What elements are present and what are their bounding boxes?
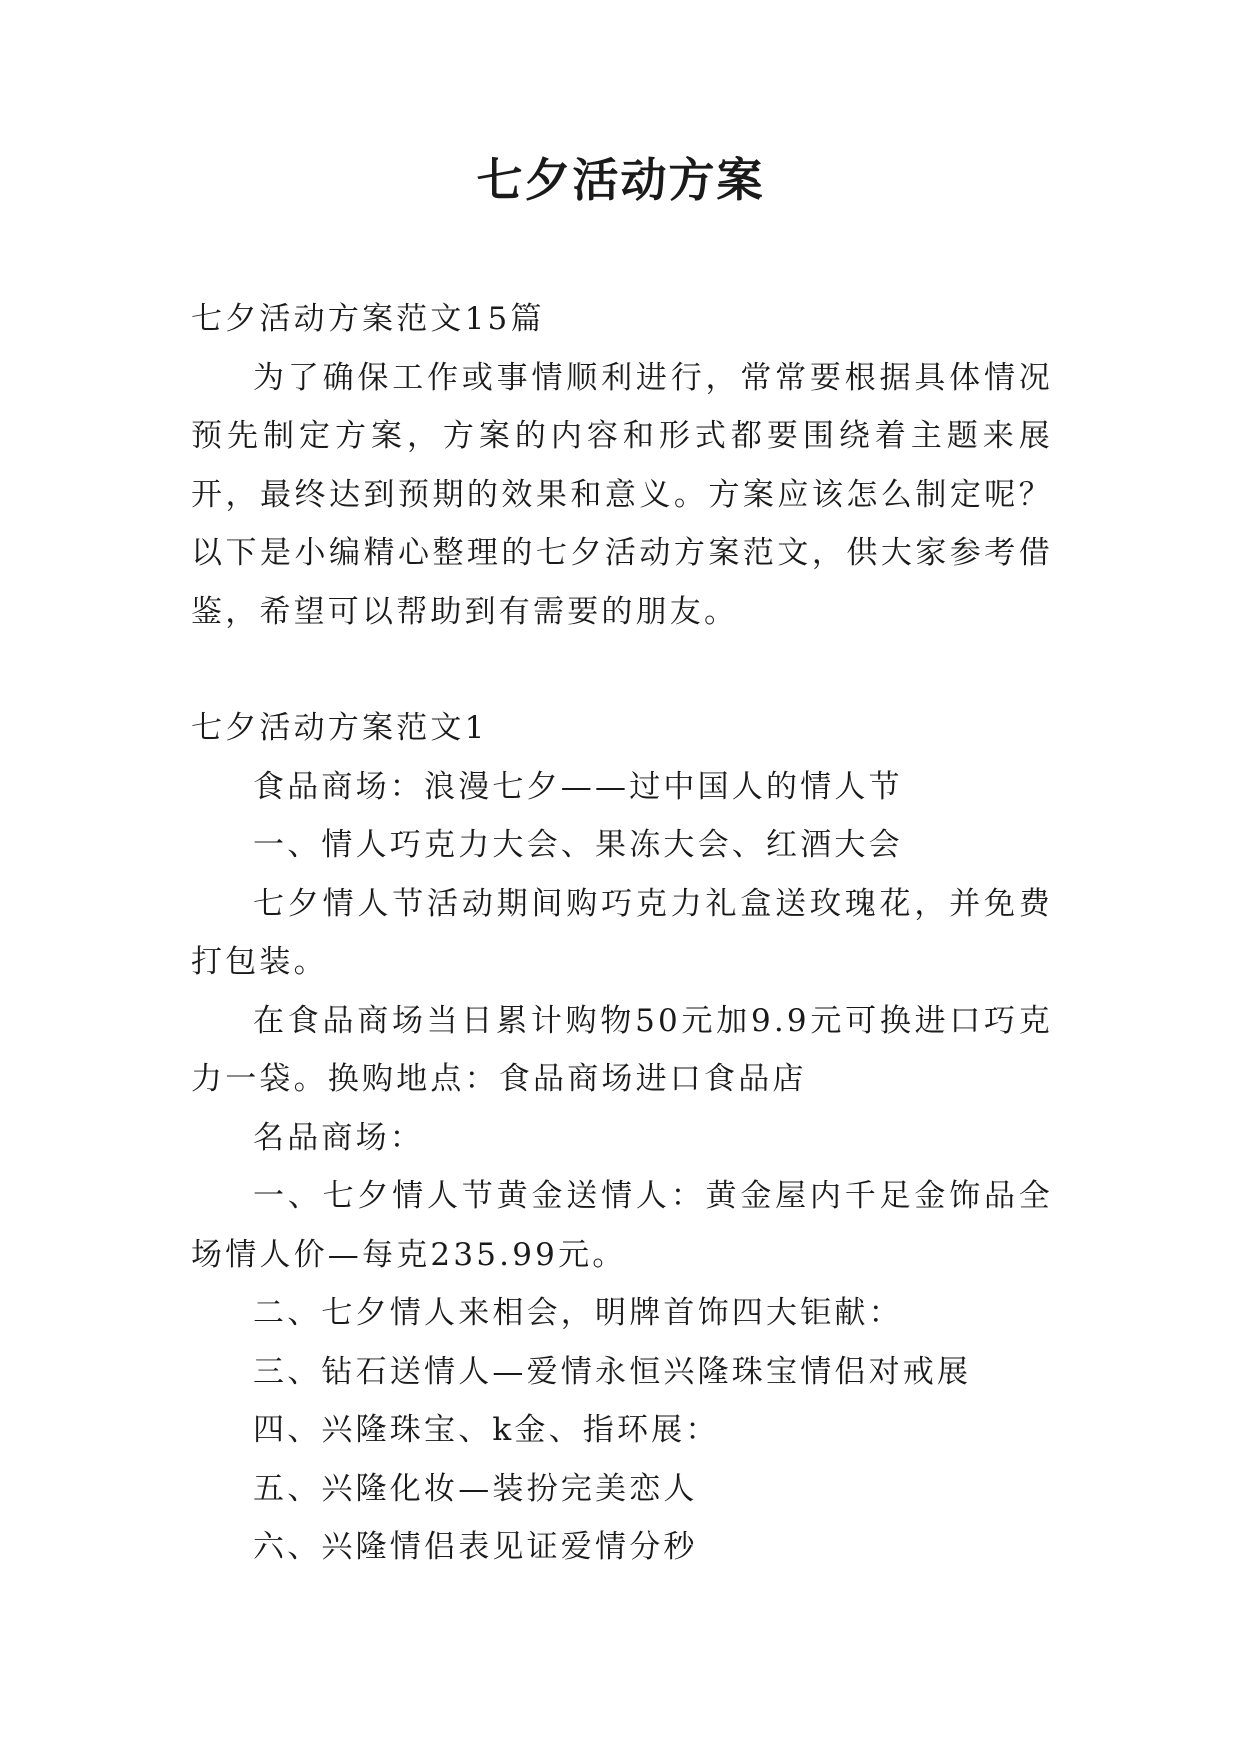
intro-paragraph: 为了确保工作或事情顺利进行，常常要根据具体情况预先制定方案，方案的内容和形式都要围绕着主题来展开，最终达到预期的效果和意义。方案应该怎么制定呢？以下是小编精心整理的七夕活动方案范文，供大家参考借鉴，希望可以帮助到有需要的朋友。	[191, 359, 1053, 630]
section-heading: 七夕活动方案范文1	[191, 710, 488, 746]
section-spacer	[191, 641, 1053, 699]
paragraph-rose-gift: 七夕情人节活动期间购巧克力礼盒送玫瑰花，并免费打包装。	[191, 885, 1053, 980]
paragraph-food-mall: 食品商场：浪漫七夕——过中国人的情人节	[253, 768, 903, 805]
paragraph-gold: 一、七夕情人节黄金送情人：黄金屋内千足金饰品全场情人价—每克235.99元。	[191, 1178, 1053, 1273]
paragraph-chocolate-fair: 一、情人巧克力大会、果冻大会、红酒大会	[253, 827, 903, 863]
paragraph-brand-mall: 名品商场：	[253, 1119, 424, 1156]
paragraph-ring-show: 四、兴隆珠宝、k金、指环展：	[253, 1412, 720, 1448]
paragraph-exchange: 在食品商场当日累计购物50元加9.9元可换进口巧克力一袋。换购地点：食品商场进口食品店	[191, 1002, 1053, 1097]
document-body	[191, 290, 1053, 1577]
paragraph-makeup: 五、兴隆化妆—装扮完美恋人	[253, 1470, 698, 1507]
document-subtitle: 七夕活动方案范文15篇	[191, 301, 545, 337]
document-title: 七夕活动方案	[476, 153, 765, 207]
paragraph-jewelry: 二、七夕情人来相会，明牌首饰四大钜献：	[253, 1295, 903, 1331]
paragraph-diamond: 三、钻石送情人—爱情永恒兴隆珠宝情侣对戒展	[253, 1353, 972, 1390]
paragraph-watch: 六、兴隆情侣表见证爱情分秒	[253, 1529, 698, 1565]
